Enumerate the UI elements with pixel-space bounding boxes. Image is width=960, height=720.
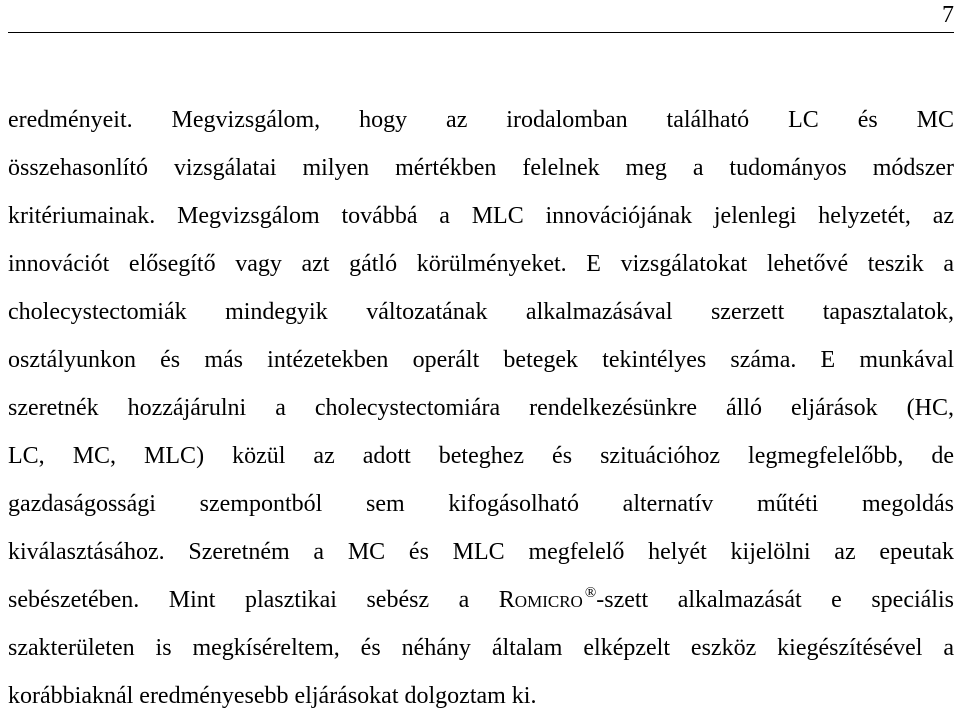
text-line-9: gazdaságossági szempontból sem kifogásolható alternatív műtéti megoldás — [8, 491, 954, 517]
page-number: 7 — [942, 2, 954, 28]
text-line-6: osztályunkon és más intézetekben operált betegek tekintélyes száma. E munkával — [8, 347, 954, 373]
text-line-11 — [8, 576, 954, 624]
header-rule — [8, 32, 954, 33]
romicro-brand: Romicro — [498, 587, 583, 613]
text-line-1: eredményeit. Megvizsgálom, hogy az irodalomban található LC és MC — [8, 107, 954, 133]
text-line-10: kiválasztásához. Szeretném a MC és MLC megfelelő helyét kijelölni az epeutak — [8, 539, 954, 565]
text-line-12: szakterületen is megkíséreltem, és néhány általam elképzelt eszköz kiegészítésével a — [8, 635, 954, 661]
text-line-13: korábbiaknál eredményesebb eljárásokat dolgoztam ki. — [8, 683, 537, 709]
text-line-3: kritériumainak. Megvizsgálom továbbá a MLC innovációjának jelenlegi helyzetét, az — [8, 203, 954, 229]
registered-trademark-symbol: ® — [584, 585, 597, 601]
text-line-7: szeretnék hozzájárulni a cholecystectomiára rendelkezésünkre álló eljárások (HC, — [8, 395, 954, 421]
text-line-5: cholecystectomiák mindegyik változatának alkalmazásával szerzett tapasztalatok, — [8, 299, 954, 325]
text-line-8: LC, MC, MLC) közül az adott beteghez és szituációhoz legmegfelelőbb, de — [8, 443, 954, 469]
body-paragraph — [8, 96, 954, 720]
line-11-after: -szett alkalmazását e speciális — [596, 587, 954, 613]
text-line-4: innovációt elősegítő vagy azt gátló körülményeket. E vizsgálatokat lehetővé teszik a — [8, 251, 954, 277]
text-line-2: összehasonlító vizsgálatai milyen mértékben felelnek meg a tudományos módszer — [8, 155, 954, 181]
line-11-before: sebészetében. Mint plasztikai sebész a — [8, 587, 499, 613]
